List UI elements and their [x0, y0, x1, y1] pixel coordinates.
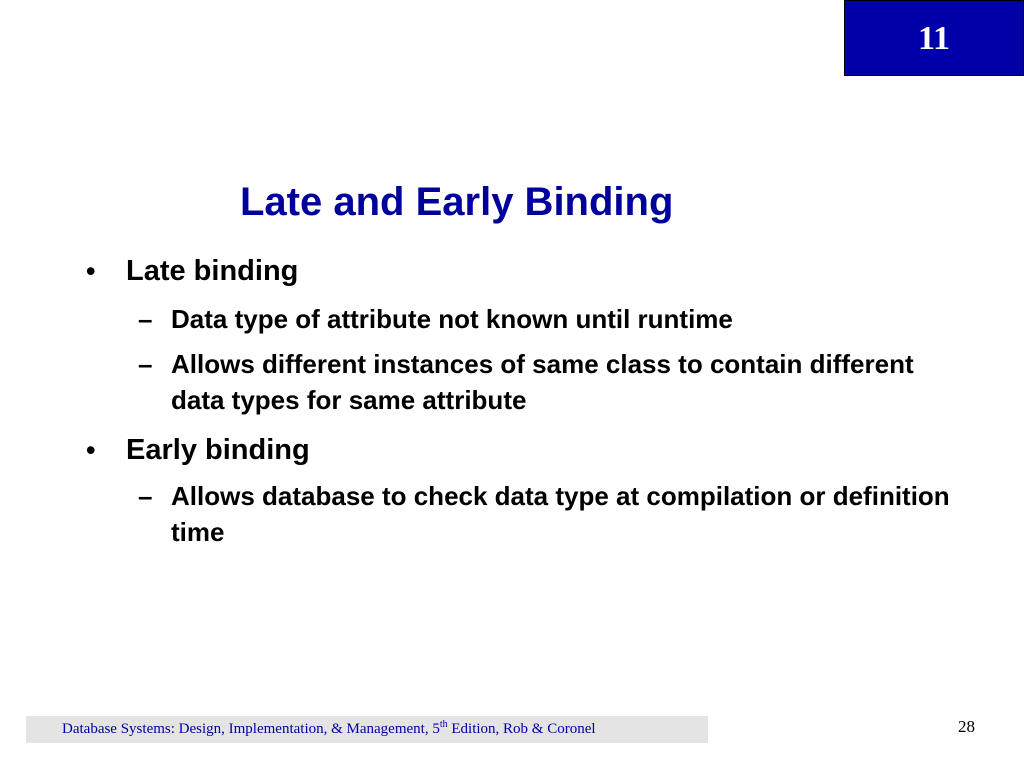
dash-marker: –: [138, 481, 153, 511]
bullet-marker: •: [86, 256, 96, 286]
footer-superscript: th: [439, 719, 448, 730]
dash-marker: –: [138, 304, 153, 334]
footer-text: Database Systems: Design, Implementation, & Management, 5: [62, 721, 440, 737]
footer-citation: [26, 716, 708, 743]
slide-title: Late and Early Binding: [240, 180, 674, 224]
subitem-late-binding-1: Data type of attribute not known until runtime: [171, 304, 733, 334]
chapter-number-badge: 11: [844, 0, 1024, 76]
subitem-late-binding-2: Allows different instances of same class to contain different data types for same attribute: [171, 349, 914, 415]
subitem-early-binding-1: Allows database to check data type at compilation or definition time: [171, 481, 950, 547]
bullet-late-binding: Late binding: [126, 255, 299, 287]
footer-text-end: Edition, Rob & Coronel: [447, 721, 596, 737]
bullet-early-binding: Early binding: [126, 434, 310, 466]
bullet-marker: •: [86, 435, 96, 465]
page-number: 28: [958, 717, 975, 736]
dash-marker: –: [138, 349, 153, 379]
